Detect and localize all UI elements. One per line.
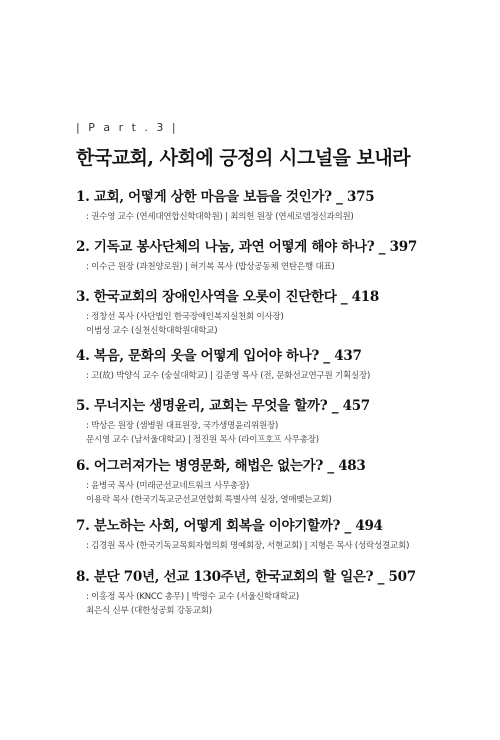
author-line: : 김경원 목사 (한국기독교목회자협의회 명예회장, 서현교회) | 지형은 목사 (성락성결교회): [86, 541, 410, 551]
toc-entry-2: [76, 238, 476, 274]
toc-entry-authors: [76, 210, 476, 224]
author-line: : 정창선 목사 (사단법인 한국장애인복지실천회 이사장): [86, 312, 284, 322]
author-line: : 박상은 원장 (샘병원 대표원장, 국가생명윤리위원장): [86, 421, 279, 431]
toc-entry-title: 8. 분단 70년, 선교 130주년, 한국교회의 할 일은? _ 507: [76, 569, 416, 585]
toc-entry-4: [76, 347, 476, 383]
toc-entry-title: 2. 기독교 봉사단체의 나눔, 과연 어떻게 해야 하나? _ 397: [76, 239, 417, 255]
author-line: 이용락 목사 (한국기독교군선교연합회 특별사역 실장, 열매맺는교회): [86, 495, 332, 505]
author-line: : 권수영 교수 (연세대연합신학대학원) | 최의헌 원장 (연세로뎀정신과의원): [86, 212, 354, 222]
toc-entry-authors: [76, 419, 476, 447]
toc-entry-authors: [76, 369, 476, 383]
toc-entry-authors: [76, 260, 476, 274]
toc-entry-7: [76, 517, 476, 553]
toc-entry-authors: [76, 310, 476, 338]
toc-entry-6: [76, 457, 476, 507]
toc-entry-title: 6. 어그러져가는 병영문화, 해법은 없는가? _ 483: [76, 458, 366, 474]
toc-entry-1: [76, 188, 476, 224]
toc-entry-title: 7. 분노하는 사회, 어떻게 회복을 이야기할까? _ 494: [76, 518, 383, 534]
toc-entry-8: [76, 568, 476, 618]
author-line: 문시영 교수 (남서울대학교) | 정진원 목사 (라이프호프 사무총장): [86, 435, 319, 445]
toc-entry-3: [76, 288, 476, 338]
toc-entry-title: 5. 무너지는 생명윤리, 교회는 무엇을 할까? _ 457: [76, 398, 370, 414]
toc-entry-authors: [76, 539, 476, 553]
author-line: : 이수근 원장 (과천양로원) | 허기복 목사 (밥상공동체 연탄은행 대표): [86, 262, 335, 272]
toc-entry-authors: [76, 590, 476, 618]
author-line: 이범성 교수 (실천신학대학원대학교): [86, 326, 218, 336]
author-line: : 고(故) 박양식 교수 (숭실대학교) | 김준영 목사 (전, 문화선교연구원 기획실장): [86, 371, 371, 381]
toc-entry-title: 4. 복음, 문화의 옷을 어떻게 입어야 하나? _ 437: [76, 348, 362, 364]
author-line: : 윤병국 목사 (미래군선교네트워크 사무총장): [86, 481, 250, 491]
part-title: 한국교회, 사회에 긍정의 시그널을 보내라: [76, 147, 411, 169]
author-line: : 이홍정 목사 (KNCC 총무) | 박명수 교수 (서울신학대학교): [86, 592, 300, 602]
toc-entry-authors: [76, 479, 476, 507]
toc-entry-5: [76, 397, 476, 447]
toc-entry-title: 1. 교회, 어떻게 상한 마음을 보듬을 것인가? _ 375: [76, 189, 375, 205]
toc-entry-title: 3. 한국교회의 장애인사역을 오롯이 진단한다 _ 418: [76, 289, 379, 305]
author-line: 최은식 신부 (대한성공회 강동교회): [86, 606, 212, 616]
part-label: | P a r t . 3 |: [76, 121, 179, 134]
